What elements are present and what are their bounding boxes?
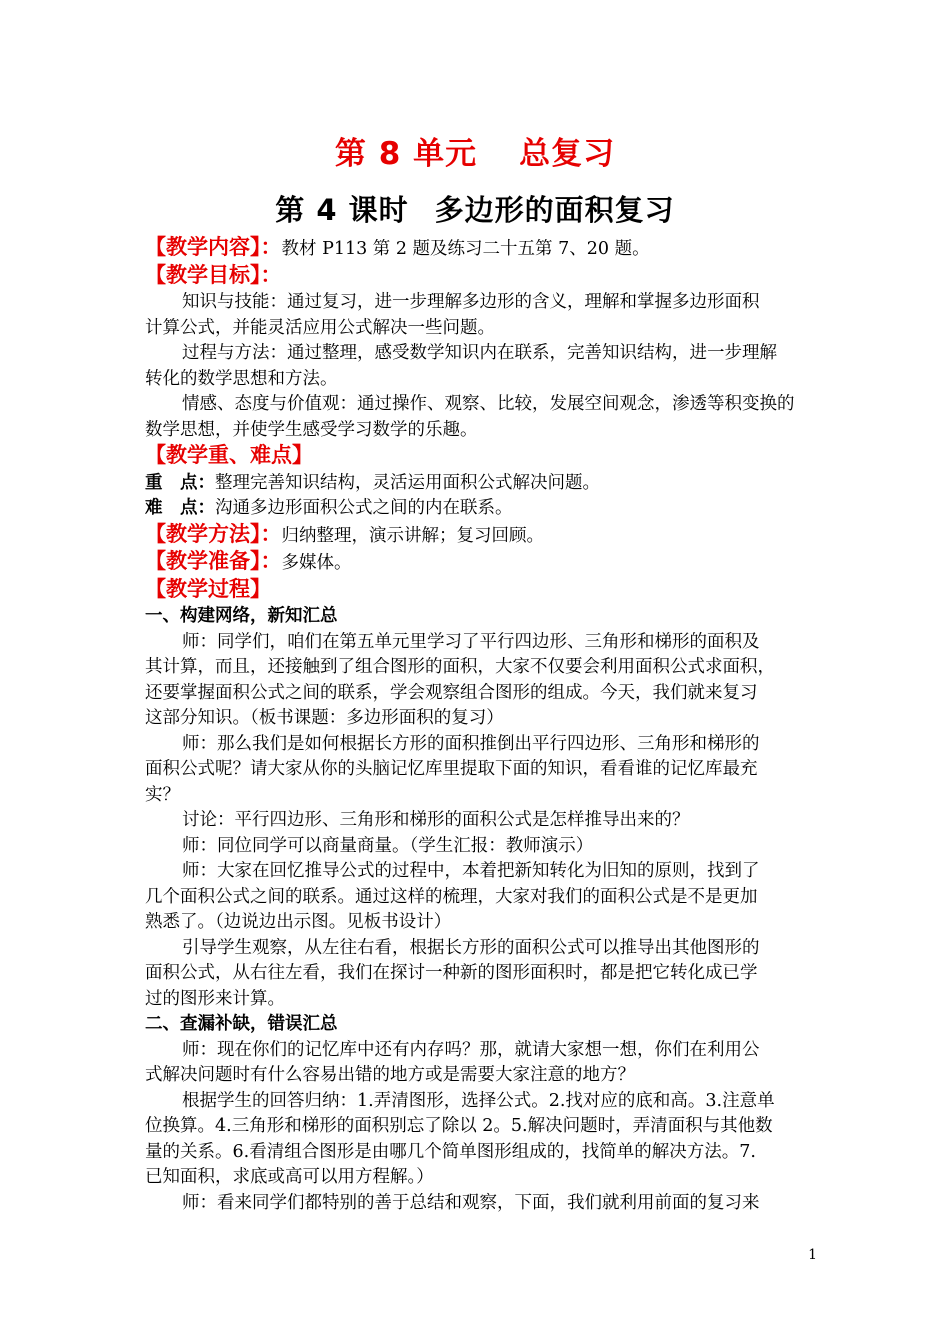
key-points-label: 【教学重、难点】 (145, 443, 313, 467)
methods-text: 归纳整理，演示讲解；复习回顾。 (281, 525, 544, 546)
lesson-name: 多边形的面积复习 (434, 193, 675, 227)
paragraph-line: 熟悉了。（边说边出示图。见板书设计） (145, 912, 452, 932)
objective-line: 数学思想，并使学生感受学习数学的乐趣。 (145, 419, 478, 440)
lesson-title (0, 188, 950, 229)
paragraph-line: 已知面积，求底或高可以用方程解。） (145, 1167, 434, 1187)
paragraph-line: 面积公式呢？请大家从你的头脑记忆库里提取下面的知识，看看谁的记忆库最充 (145, 759, 758, 779)
paragraph-line: 师：现在你们的记忆库中还有内存吗？那，就请大家想一想，你们在利用公 (182, 1039, 760, 1060)
paragraph-line: 式解决问题时有什么容易出错的地方或是需要大家注意的地方？ (145, 1065, 635, 1085)
paragraph-line: 师：同位同学可以商量商量。（学生汇报：教师演示） (182, 835, 594, 856)
paragraph-line: 师：那么我们是如何根据长方形的面积推倒出平行四边形、三角形和梯形的 (182, 733, 760, 754)
paragraph-line: 讨论：平行四边形、三角形和梯形的面积公式是怎样推导出来的？ (182, 810, 690, 830)
methods-label: 【教学方法】： (145, 521, 282, 546)
key-text: 整理完善知识结构，灵活运用面积公式解决问题。 (215, 472, 600, 493)
content-label: 【教学内容】： (145, 235, 282, 259)
key-label: 重 点： (145, 472, 215, 493)
key-points-header (145, 443, 807, 471)
objective-line: 转化的数学思想和方法。 (145, 368, 338, 389)
content-text: 教材 P113 第 2 题及练习二十五第 7、20 题。 (281, 239, 650, 259)
paragraph-line: 位换算。4.三角形和梯形的面积别忘了除以 2。5.解决问题时，弄清面积与其他数 (145, 1116, 773, 1136)
paragraph-line: 师：同学们，咱们在第五单元里学习了平行四边形、三角形和梯形的面积及 (182, 631, 760, 652)
paragraph-line: 实？ (145, 784, 180, 805)
methods-row (145, 522, 807, 550)
paragraph-line: 过的图形来计算。 (145, 988, 285, 1009)
preparation-text: 多媒体。 (281, 553, 352, 573)
objectives-label: 【教学目标】： (145, 262, 282, 287)
objective-line: 知识与技能：通过复习，进一步理解多边形的含义，理解和掌握多边形面积 (182, 292, 760, 312)
paragraph-line: 这部分知识。（板书课题：多边形面积的复习） (145, 708, 504, 728)
paragraph-line: 其计算，而且，还接触到了组合图形的面积，大家不仅要会利用面积公式求面积， (145, 657, 775, 677)
objective-line: 情感、态度与价值观：通过操作、观察、比较，发展空间观念，渗透等积变换的 (182, 394, 795, 414)
paragraph-line: 量的关系。6.看清组合图形是由哪几个简单图形组成的，找简单的解决方法。7. (145, 1141, 756, 1162)
paragraph-line: 还要掌握面积公式之间的联系，学会观察组合图形的组成。今天，我们就来复习 (145, 682, 758, 703)
paragraph-line: 几个面积公式之间的联系。通过这样的梳理，大家对我们的面积公式是不是更加 (145, 886, 758, 907)
lesson-number: 第 4 课时 (275, 193, 409, 227)
key-point-row (145, 471, 807, 497)
content-row (145, 235, 807, 263)
paragraph-line: 根据学生的回答归纳：1.弄清图形，选择公式。2.找对应的底和高。3.注意单 (182, 1090, 775, 1111)
paragraph-line: 引导学生观察，从左往右看，根据长方形的面积公式可以推导出其他图形的 (182, 937, 760, 958)
process-header (145, 577, 807, 605)
unit-number: 第 8 单元 (334, 136, 478, 172)
paragraph-line: 师：看来同学们都特别的善于总结和观察，下面，我们就利用前面的复习来 (182, 1192, 760, 1213)
objectives-header (145, 263, 807, 291)
objective-line: 过程与方法：通过整理，感受数学知识内在联系，完善知识结构，进一步理解 (182, 343, 777, 363)
section-title: 一、构建网络，新知汇总 (145, 606, 338, 626)
difficult-text: 沟通多边形面积公式之间的内在联系。 (215, 498, 513, 518)
unit-title (0, 128, 950, 173)
difficult-point-row (145, 496, 807, 522)
section-title: 二、查漏补缺，错误汇总 (145, 1014, 338, 1034)
unit-name: 总复习 (519, 136, 616, 172)
preparation-label: 【教学准备】： (145, 549, 282, 573)
objective-line: 计算公式，并能灵活应用公式解决一些问题。 (145, 317, 495, 338)
difficult-label: 难 点： (145, 498, 215, 518)
page-number: 1 (808, 1247, 817, 1263)
preparation-row (145, 549, 807, 577)
process-label: 【教学过程】 (145, 576, 271, 601)
paragraph-line: 师：大家在回忆推导公式的过程中，本着把新知转化为旧知的原则，找到了 (182, 861, 760, 881)
document-body (145, 235, 807, 1216)
paragraph-line: 面积公式，从右往左看，我们在探讨一种新的图形面积时，都是把它转化成已学 (145, 963, 758, 983)
